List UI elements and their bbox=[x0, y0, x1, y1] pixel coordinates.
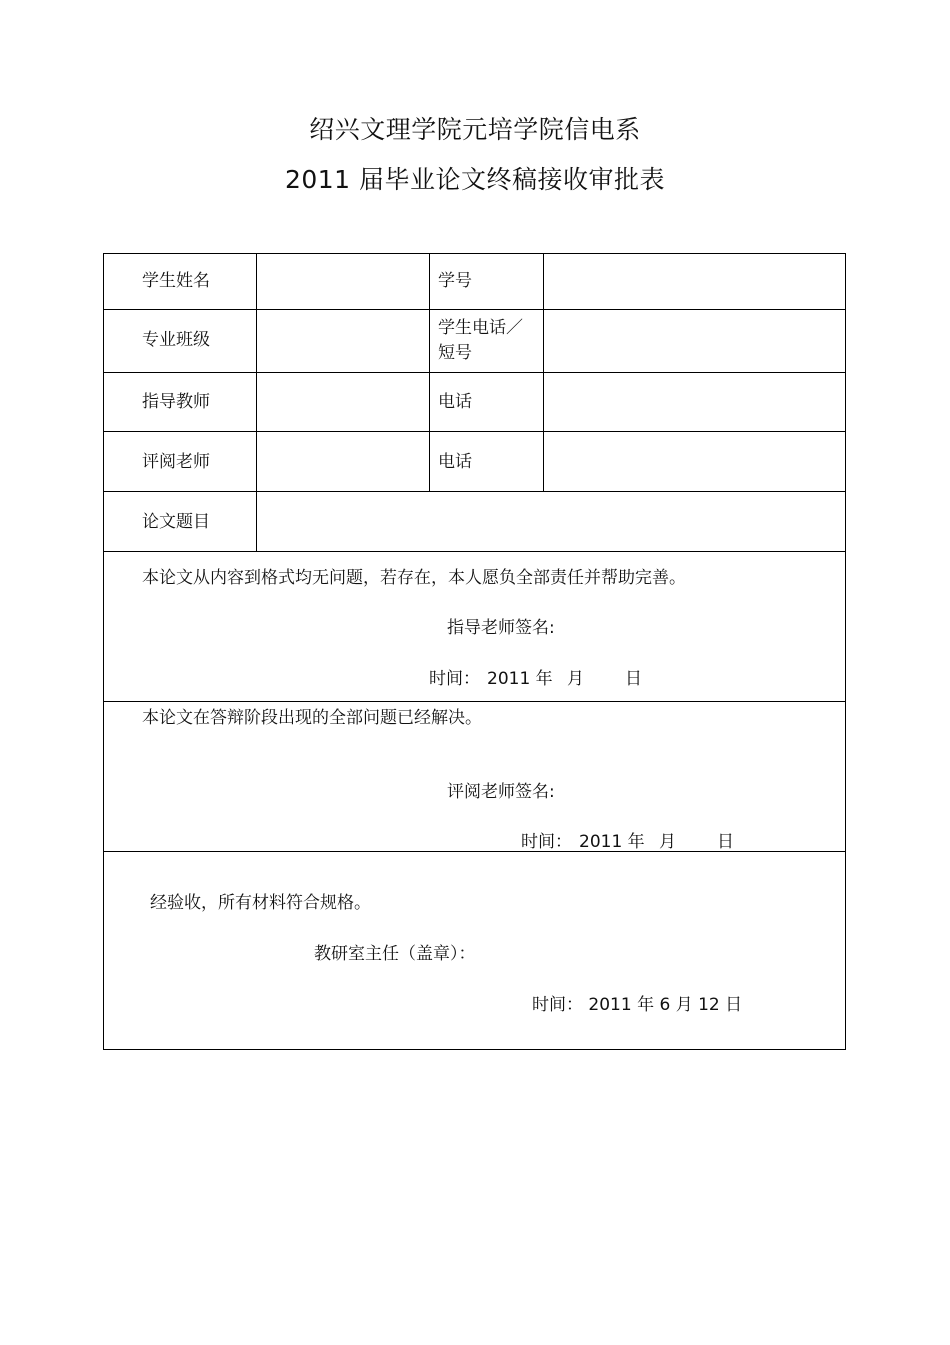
major-class-label: 专业班级 bbox=[142, 330, 210, 350]
column-divider bbox=[543, 254, 544, 492]
row-divider bbox=[104, 372, 845, 373]
column-divider bbox=[429, 254, 430, 492]
reviewer-time-label: 时间： bbox=[521, 832, 572, 852]
reviewer-month: 月 bbox=[659, 832, 676, 852]
reviewer-signature-label: 评阅老师签名: bbox=[447, 782, 555, 802]
advisor-statement: 本论文从内容到格式均无问题，若存在，本人愿负全部责任并帮助完善。 bbox=[142, 568, 686, 588]
row-divider bbox=[104, 551, 845, 552]
advisor-phone-label: 电话 bbox=[438, 392, 472, 412]
advisor-month: 月 bbox=[567, 669, 584, 689]
student-phone-label: 学生电话／ bbox=[438, 318, 523, 338]
student-phone-label-line2: 短号 bbox=[438, 343, 472, 363]
student-id-label: 学号 bbox=[438, 271, 472, 291]
column-divider bbox=[256, 254, 257, 552]
row-divider bbox=[104, 309, 845, 310]
reviewer-label: 评阅老师 bbox=[142, 452, 210, 472]
student-name-label: 学生姓名 bbox=[142, 271, 210, 291]
row-divider bbox=[104, 431, 845, 432]
office-date: 时间： 2011 年 6 月 12 日 bbox=[532, 995, 743, 1015]
reviewer-year: 2011 年 bbox=[579, 832, 645, 852]
thesis-title-label: 论文题目 bbox=[142, 512, 210, 532]
row-divider bbox=[104, 701, 845, 702]
reviewer-day: 日 bbox=[717, 832, 734, 852]
advisor-year: 2011 年 bbox=[487, 669, 553, 689]
advisor-day: 日 bbox=[625, 669, 642, 689]
approval-form bbox=[103, 253, 846, 1050]
document-title: 绍兴文理学院元培学院信电系 bbox=[309, 115, 641, 144]
reviewer-phone-label: 电话 bbox=[438, 452, 472, 472]
advisor-label: 指导教师 bbox=[142, 392, 210, 412]
office-director-stamp-label: 教研室主任（盖章）： bbox=[314, 944, 476, 964]
reviewer-statement: 本论文在答辩阶段出现的全部问题已经解决。 bbox=[142, 708, 482, 728]
row-divider bbox=[104, 491, 845, 492]
document-subtitle: 2011 届毕业论文终稿接收审批表 bbox=[284, 165, 666, 194]
advisor-time-label: 时间： bbox=[429, 669, 480, 689]
advisor-signature-label: 指导老师签名: bbox=[447, 618, 555, 638]
acceptance-statement: 经验收，所有材料符合规格。 bbox=[150, 893, 371, 913]
